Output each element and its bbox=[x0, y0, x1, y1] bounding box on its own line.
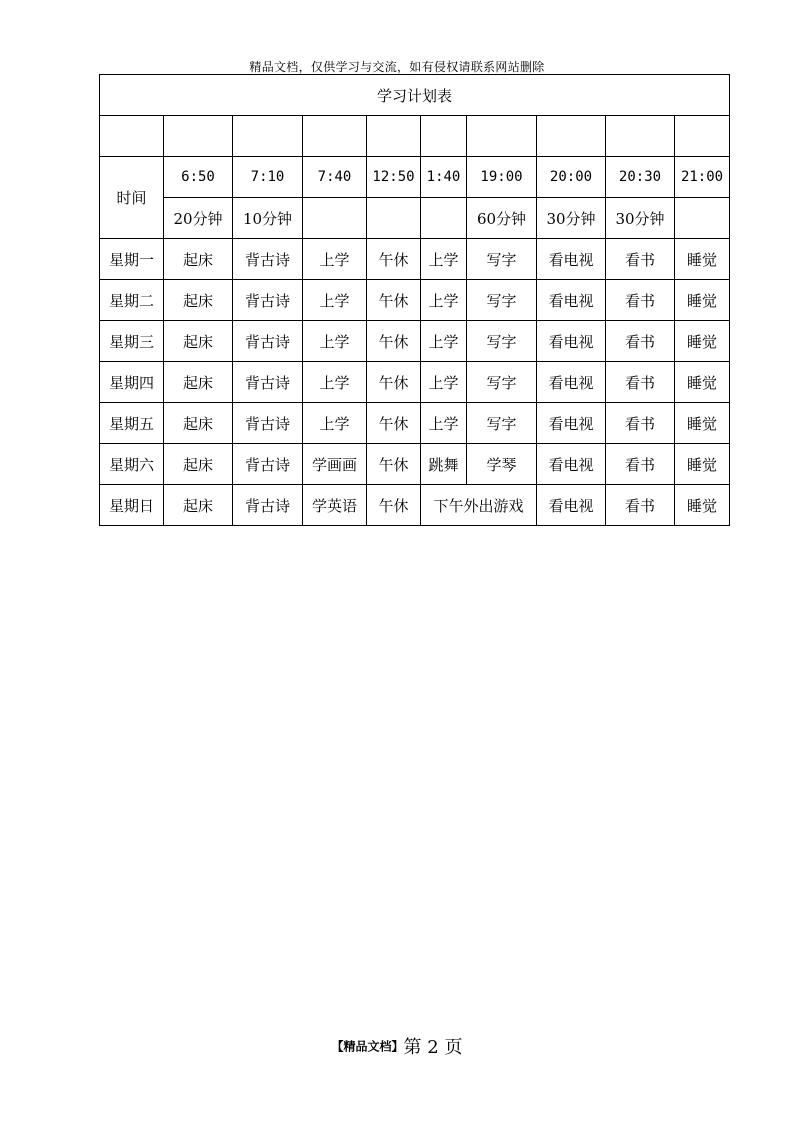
table-row-tuesday bbox=[100, 280, 730, 321]
duration-cell bbox=[367, 198, 421, 239]
duration-cell: 30分钟 bbox=[606, 198, 675, 239]
day-label: 星期四 bbox=[100, 362, 164, 403]
activity-cell: 学琴 bbox=[467, 444, 537, 485]
activity-cell: 写字 bbox=[467, 321, 537, 362]
duration-cell: 20分钟 bbox=[164, 198, 233, 239]
activity-cell: 午休 bbox=[367, 485, 421, 526]
activity-cell: 写字 bbox=[467, 239, 537, 280]
activity-cell: 学英语 bbox=[303, 485, 367, 526]
time-cell: 20:30 bbox=[606, 157, 675, 198]
activity-cell: 看书 bbox=[606, 280, 675, 321]
duration-cell bbox=[675, 198, 730, 239]
table-row-saturday bbox=[100, 444, 730, 485]
duration-cell: 60分钟 bbox=[467, 198, 537, 239]
activity-cell: 背古诗 bbox=[233, 485, 303, 526]
activity-cell: 看电视 bbox=[537, 362, 606, 403]
time-cell: 6:50 bbox=[164, 157, 233, 198]
time-cell: 20:00 bbox=[537, 157, 606, 198]
activity-cell: 午休 bbox=[367, 280, 421, 321]
activity-cell: 起床 bbox=[164, 362, 233, 403]
activity-cell: 背古诗 bbox=[233, 280, 303, 321]
footer-brand: 【精品文档】 bbox=[331, 1039, 404, 1054]
activity-cell: 上学 bbox=[421, 362, 467, 403]
table-row-monday bbox=[100, 239, 730, 280]
activity-cell: 看电视 bbox=[537, 485, 606, 526]
activity-cell: 看电视 bbox=[537, 403, 606, 444]
activity-cell: 写字 bbox=[467, 280, 537, 321]
activity-cell: 上学 bbox=[421, 239, 467, 280]
activity-cell: 背古诗 bbox=[233, 239, 303, 280]
time-label: 时间 bbox=[100, 157, 164, 239]
activity-cell: 看书 bbox=[606, 444, 675, 485]
activity-cell: 背古诗 bbox=[233, 403, 303, 444]
activity-cell: 上学 bbox=[303, 362, 367, 403]
activity-cell: 看书 bbox=[606, 485, 675, 526]
activity-cell: 背古诗 bbox=[233, 362, 303, 403]
activity-cell: 看电视 bbox=[537, 444, 606, 485]
table-row-wednesday bbox=[100, 321, 730, 362]
table-row-sunday bbox=[100, 485, 730, 526]
table-row-thursday bbox=[100, 362, 730, 403]
activity-cell: 睡觉 bbox=[675, 239, 730, 280]
activity-cell: 睡觉 bbox=[675, 321, 730, 362]
activity-cell: 睡觉 bbox=[675, 362, 730, 403]
activity-cell: 看电视 bbox=[537, 239, 606, 280]
activity-cell: 背古诗 bbox=[233, 321, 303, 362]
duration-cell: 10分钟 bbox=[233, 198, 303, 239]
activity-cell: 写字 bbox=[467, 403, 537, 444]
activity-cell: 跳舞 bbox=[421, 444, 467, 485]
activity-cell: 起床 bbox=[164, 485, 233, 526]
activity-cell-merged: 下午外出游戏 bbox=[421, 485, 537, 526]
activity-cell: 睡觉 bbox=[675, 280, 730, 321]
blank-row bbox=[100, 116, 730, 157]
activity-cell: 学画画 bbox=[303, 444, 367, 485]
activity-cell: 起床 bbox=[164, 239, 233, 280]
activity-cell: 上学 bbox=[303, 403, 367, 444]
activity-cell: 看电视 bbox=[537, 280, 606, 321]
activity-cell: 背古诗 bbox=[233, 444, 303, 485]
activity-cell: 上学 bbox=[421, 321, 467, 362]
time-cell: 12:50 bbox=[367, 157, 421, 198]
activity-cell: 午休 bbox=[367, 239, 421, 280]
activity-cell: 睡觉 bbox=[675, 444, 730, 485]
activity-cell: 睡觉 bbox=[675, 485, 730, 526]
activity-cell: 看书 bbox=[606, 362, 675, 403]
activity-cell: 写字 bbox=[467, 362, 537, 403]
day-label: 星期二 bbox=[100, 280, 164, 321]
study-plan-table bbox=[99, 74, 730, 526]
activity-cell: 看书 bbox=[606, 403, 675, 444]
time-row bbox=[100, 157, 730, 198]
day-label: 星期五 bbox=[100, 403, 164, 444]
activity-cell: 起床 bbox=[164, 321, 233, 362]
activity-cell: 看电视 bbox=[537, 321, 606, 362]
activity-cell: 午休 bbox=[367, 403, 421, 444]
activity-cell: 上学 bbox=[421, 403, 467, 444]
table-row-friday bbox=[100, 403, 730, 444]
time-cell: 19:00 bbox=[467, 157, 537, 198]
page-footer bbox=[0, 1033, 794, 1059]
activity-cell: 睡觉 bbox=[675, 403, 730, 444]
duration-cell bbox=[303, 198, 367, 239]
page-header-note: 精品文档，仅供学习与交流，如有侵权请联系网站删除 bbox=[249, 60, 545, 74]
activity-cell: 看书 bbox=[606, 239, 675, 280]
day-label: 星期一 bbox=[100, 239, 164, 280]
time-cell: 1:40 bbox=[421, 157, 467, 198]
page-number: 第 2 页 bbox=[403, 1037, 463, 1058]
day-label: 星期六 bbox=[100, 444, 164, 485]
table-title: 学习计划表 bbox=[100, 75, 730, 116]
duration-cell: 30分钟 bbox=[537, 198, 606, 239]
activity-cell: 起床 bbox=[164, 403, 233, 444]
activity-cell: 起床 bbox=[164, 444, 233, 485]
activity-cell: 上学 bbox=[421, 280, 467, 321]
duration-cell bbox=[421, 198, 467, 239]
activity-cell: 午休 bbox=[367, 321, 421, 362]
activity-cell: 看书 bbox=[606, 321, 675, 362]
activity-cell: 上学 bbox=[303, 239, 367, 280]
activity-cell: 上学 bbox=[303, 321, 367, 362]
day-label: 星期三 bbox=[100, 321, 164, 362]
time-cell: 7:40 bbox=[303, 157, 367, 198]
duration-row bbox=[100, 198, 730, 239]
time-cell: 7:10 bbox=[233, 157, 303, 198]
activity-cell: 上学 bbox=[303, 280, 367, 321]
activity-cell: 起床 bbox=[164, 280, 233, 321]
time-cell: 21:00 bbox=[675, 157, 730, 198]
activity-cell: 午休 bbox=[367, 444, 421, 485]
day-label: 星期日 bbox=[100, 485, 164, 526]
activity-cell: 午休 bbox=[367, 362, 421, 403]
